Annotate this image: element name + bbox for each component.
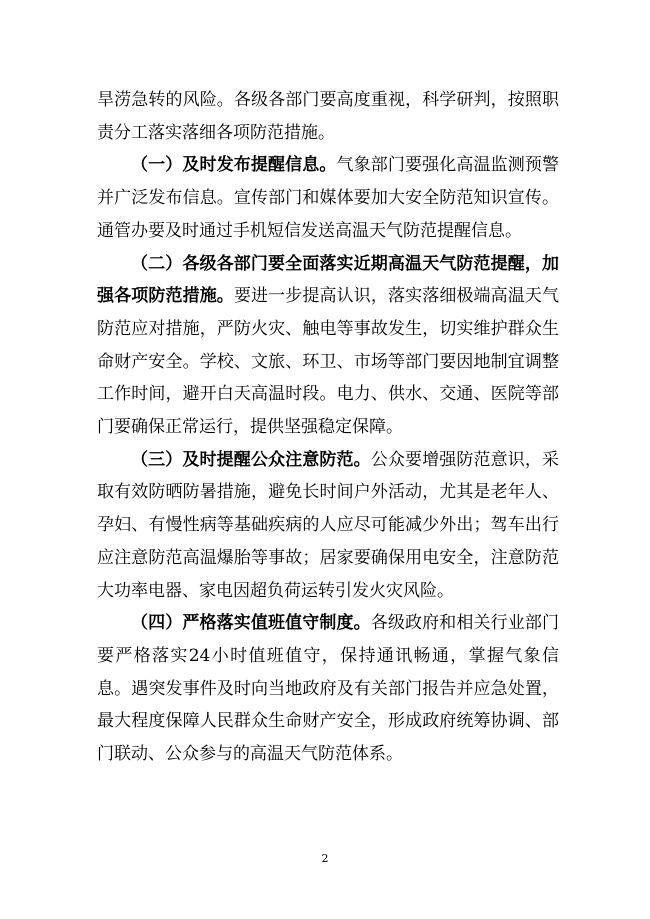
paragraph-heading: （三）及时提醒公众注意防范。 (131, 449, 371, 470)
body-text (97, 84, 559, 771)
paragraph-3 (97, 444, 559, 608)
paragraph-4 (97, 607, 559, 771)
paragraph-1 (97, 149, 559, 247)
paragraph-text: 公众要增强防范意识，采取有效防晒防暑措施，避免长时间户外活动，尤其是老年人、孕妇、有慢性病等基础疾病的人应尽可能减少外出；驾车出行应注意防范高温爆胎等事故；居家要确保用电安全，注意防范大功率电器、家电因超负荷运转引发火灾风险。 (97, 449, 559, 601)
paragraph-heading: （一）及时发布提醒信息。 (131, 155, 337, 176)
paragraph-text: 旱涝急转的风险。各级各部门要高度重视，科学研判，按照职责分工落实落细各项防范措施。 (97, 90, 559, 143)
paragraph-heading: （二）各级各部门要全面落实近期高温天气防范提醒，加强各项防范措施。 (97, 253, 559, 307)
paragraph-text: 气象部门要强化高温监测预警并广泛发布信息。宣传部门和媒体要加大安全防范知识宣传。通管办要及时通过手机短信发送高温天气防范提醒信息。 (97, 155, 559, 241)
paragraph-text: 要进一步提高认识，落实落细极端高温天气防范应对措施，严防火灾、触电等事故发生，切实维护群众生命财产安全。学校、文旅、环卫、市场等部门要因地制宜调整工作时间，避开白天高温时段。电力、供水、交通、医院等部门要确保正常运行，提供坚强稳定保障。 (97, 286, 560, 438)
page-number: 2 (321, 852, 329, 865)
paragraph-text: 各级政府和相关行业部门要严格落实24小时值班值守，保持通讯畅通，掌握气象信息。遇突发事件及时向当地政府及有关部门报告并应急处置，最大程度保障人民群众生命财产安全，形成政府统筹协调、部门联动、公众参与的高温天气防范体系。 (97, 613, 559, 765)
paragraph-2 (97, 248, 559, 444)
paragraph-heading: （四）严格落实值班值守制度。 (131, 613, 371, 634)
paragraph-continuation (97, 84, 559, 149)
